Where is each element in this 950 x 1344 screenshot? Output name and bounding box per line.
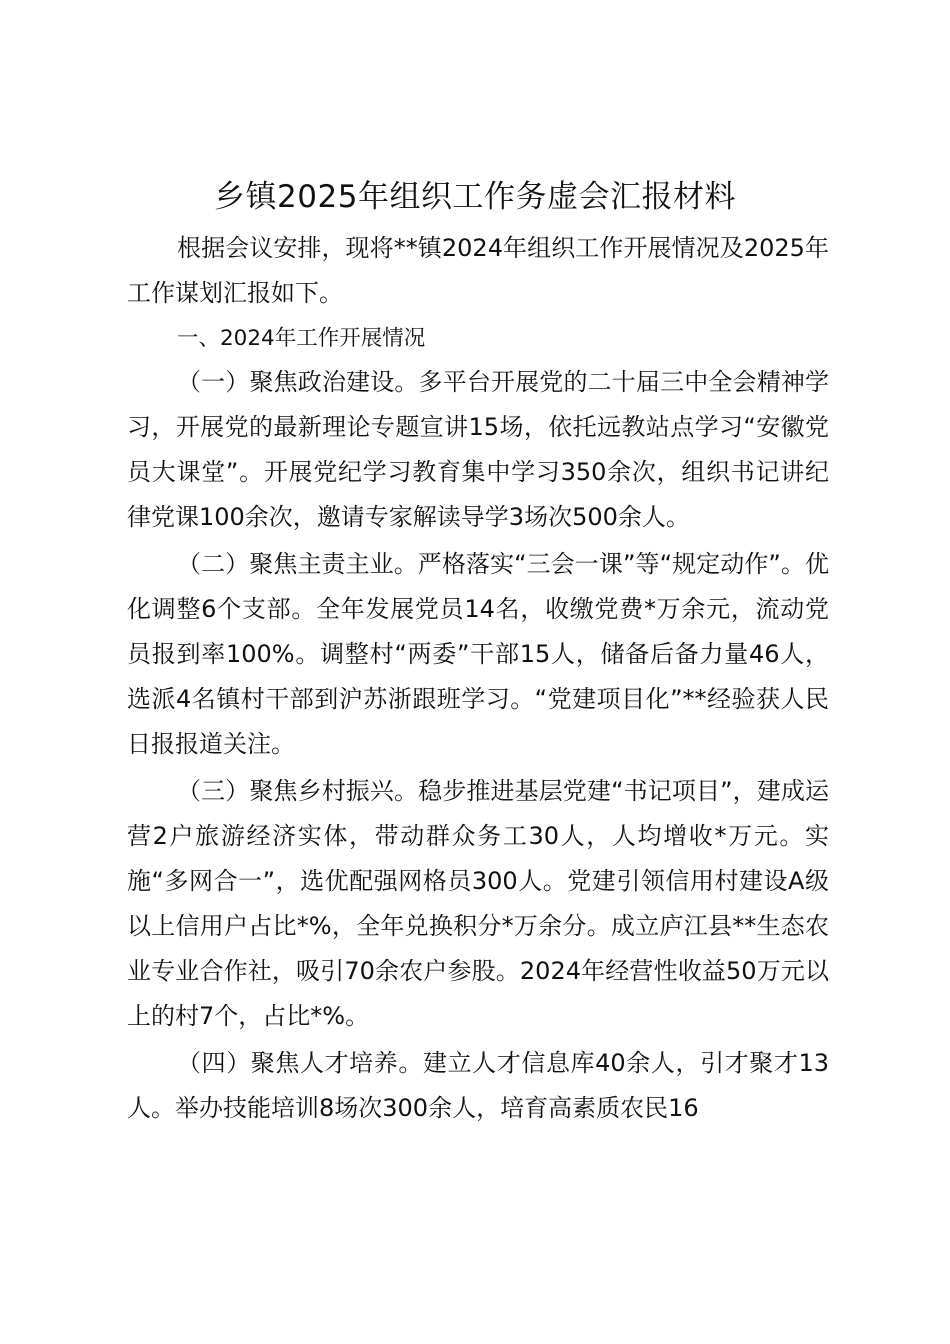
intro-paragraph: 根据会议安排，现将**镇2024年组织工作开展情况及2025年工作谋划汇报如下。	[127, 234, 829, 307]
document-body	[127, 226, 829, 1131]
paragraph-talent-cultivation: （四）聚焦人才培养。建立人才信息库40余人，引才聚才13人。举办技能培训8场次300余人，培育高素质农民16	[127, 1049, 829, 1122]
paragraph-political-building: （一）聚焦政治建设。多平台开展党的二十届三中全会精神学习，开展党的最新理论专题宣讲15场，依托远教站点学习“安徽党员大课堂”。开展党纪学习教育集中学习350余次，组织书记讲纪律党课100余次，邀请专家解读导学3场次500余人。	[127, 368, 829, 531]
section-heading: 一、2024年工作开展情况	[177, 326, 426, 351]
paragraph-rural-revitalization: （三）聚焦乡村振兴。稳步推进基层党建“书记项目”，建成运营2户旅游经济实体，带动群众务工30人，人均增收*万元。实施“多网合一”，选优配强网格员300人。党建引领信用村建设A级以上信用户占比*%，全年兑换积分*万余分。成立庐江县**生态农业专业合作社，吸引70余农户参股。2024年经营性收益50万元以上的村7个，占比*%。	[127, 777, 829, 1030]
document-title: 乡镇2025年组织工作务虚会汇报材料	[214, 179, 736, 215]
paragraph-main-duties: （二）聚焦主责主业。严格落实“三会一课”等“规定动作”。优化调整6个支部。全年发展党员14名，收缴党费*万余元，流动党员报到率100%。调整村“两委”干部15人，储备后备力量46人，选派4名镇村干部到沪苏浙跟班学习。“党建项目化”**经验获人民日报报道关注。	[127, 550, 829, 758]
